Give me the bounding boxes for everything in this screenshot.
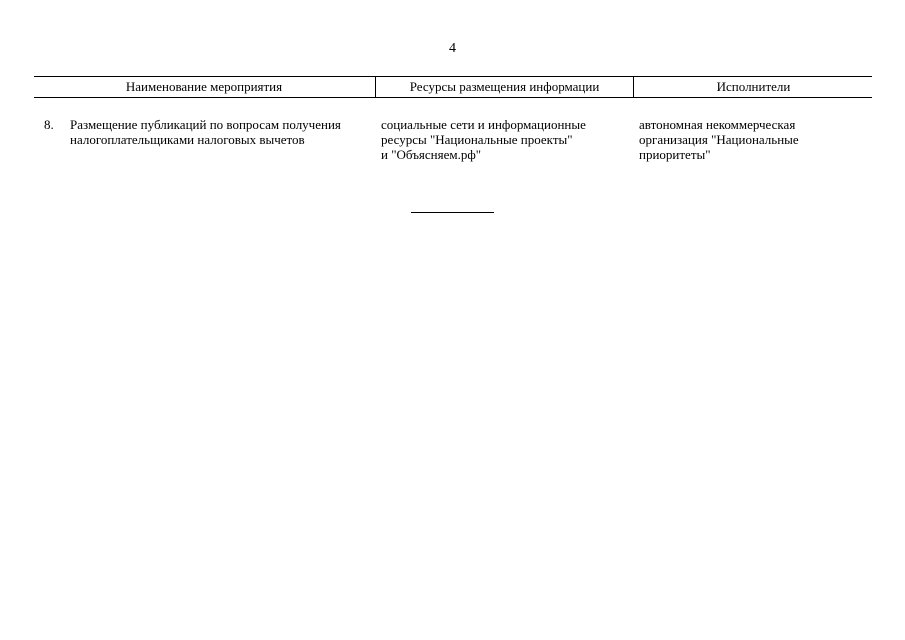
- info-resources-line: и "Объясняем.рф": [381, 147, 482, 162]
- executors-line: приоритеты": [639, 147, 711, 162]
- executors-line: организация "Национальные: [639, 132, 799, 147]
- header-event-name: Наименование мероприятия: [125, 79, 283, 94]
- info-resources-line: социальные сети и информационные: [381, 117, 586, 132]
- page-number: 4: [449, 41, 456, 56]
- executors-cell: [639, 117, 869, 162]
- table-header-row: [34, 76, 872, 98]
- header-executors: Исполнители: [633, 77, 873, 97]
- event-name-line: налогоплательщиками налоговых вычетов: [70, 132, 305, 147]
- end-of-document-divider: [411, 212, 494, 213]
- info-resources-line: ресурсы "Национальные проекты": [381, 132, 573, 147]
- info-resources-cell: [381, 117, 626, 162]
- event-name-line: Размещение публикаций по вопросам получения: [70, 117, 341, 132]
- events-table: [34, 76, 872, 188]
- executors-line: автономная некоммерческая: [639, 117, 796, 132]
- table-row: [34, 98, 872, 188]
- row-number: 8.: [44, 117, 54, 132]
- event-name-cell: [70, 117, 370, 147]
- header-info-resources: Ресурсы размещения информации: [375, 77, 633, 97]
